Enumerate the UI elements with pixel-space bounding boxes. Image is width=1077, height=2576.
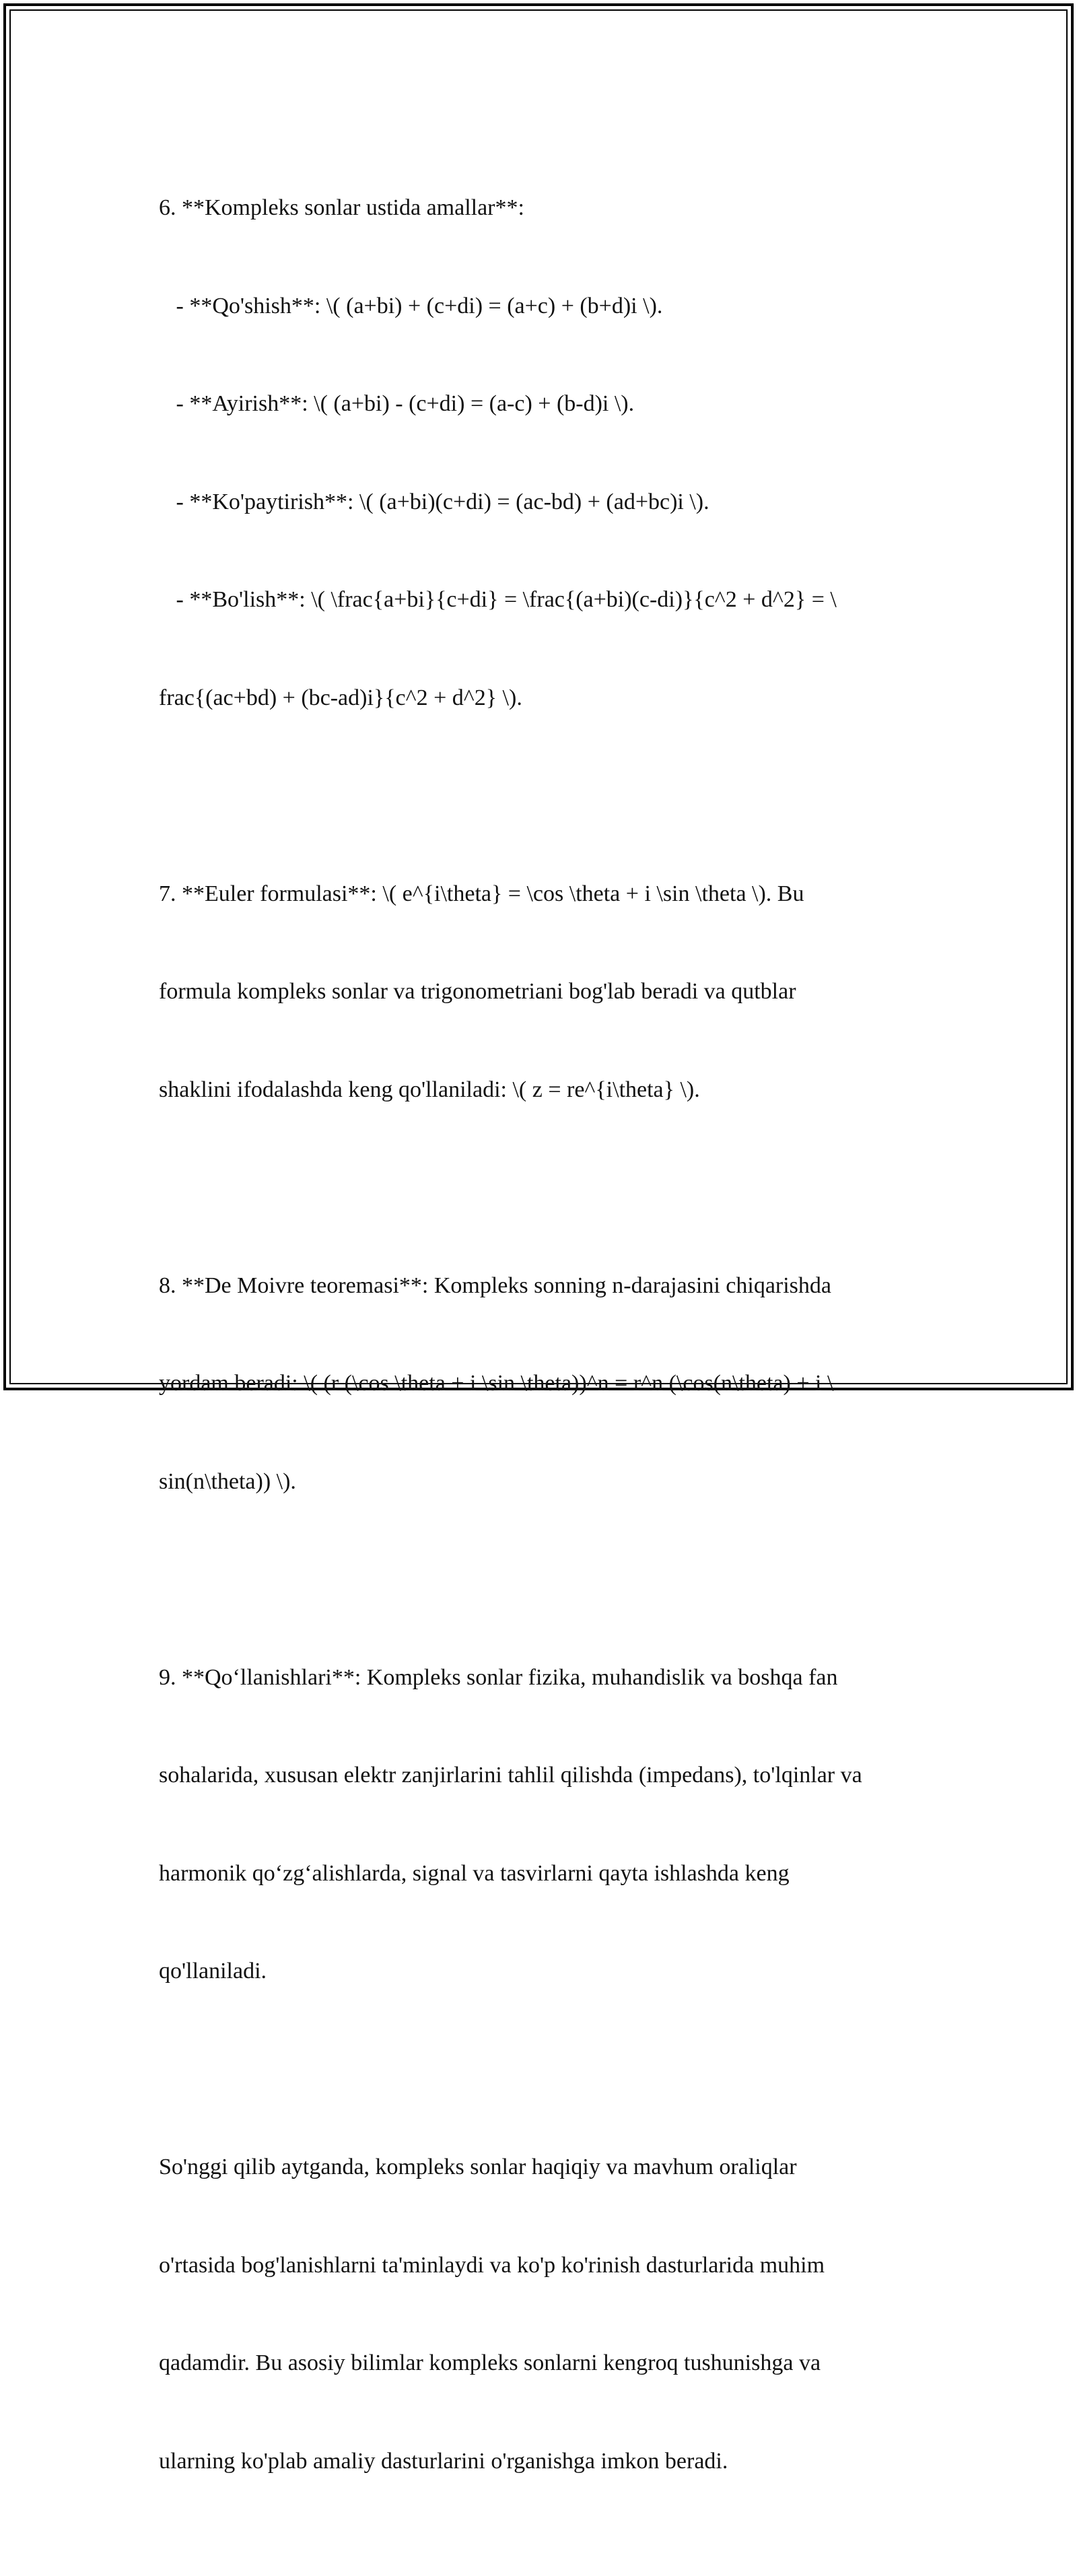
text-line: frac{(ac+bd) + (bc-ad)i}{c^2 + d^2} \). (159, 685, 522, 710)
text-line: shaklini ifodalashda keng qo'llaniladi: \( z = re^{i\theta} \). (159, 1077, 700, 1102)
section-applications (159, 1596, 926, 2054)
text-line: qo'llaniladi. (159, 1959, 267, 1984)
text-line: - **Bo'lish**: \( \frac{a+bi}{c+di} = \frac{(a+bi)(c-di)}{c^2 + d^2} = \ (159, 587, 837, 612)
text-line: harmonik qo‘zg‘alishlarda, signal va tasvirlarni qayta ishlashda keng (159, 1860, 790, 1886)
section-complex-operations (159, 127, 926, 780)
section-euler-formula (159, 813, 926, 1172)
text-line: ularning ko'plab amaliy dasturlarini o'rganishga imkon beradi. (159, 2448, 728, 2474)
text-line: formula kompleks sonlar va trigonometriani bog'lab beradi va qutblar (159, 979, 796, 1004)
text-line: 9. **Qo‘llanishlari**: Kompleks sonlar fizika, muhandislik va boshqa fan (159, 1664, 838, 1690)
section-de-moivre (159, 1205, 926, 1564)
text-line: 8. **De Moivre teoremasi**: Kompleks sonning n-darajasini chiqarishda (159, 1273, 831, 1298)
text-line: sin(n\theta)) \). (159, 1468, 296, 1494)
section-conclusion (159, 2086, 926, 2543)
text-line: - **Ayirish**: \( (a+bi) - (c+di) = (a-c) + (b-d)i \). (159, 391, 635, 416)
text-line: 6. **Kompleks sonlar ustida amallar**: (159, 195, 524, 220)
text-line: So'nggi qilib aytganda, kompleks sonlar haqiqiy va mavhum oraliqlar (159, 2155, 797, 2179)
text-line: qadamdir. Bu asosiy bilimlar kompleks sonlarni kengroq tushunishga va (159, 2350, 821, 2375)
text-line: - **Qo'shish**: \( (a+bi) + (c+di) = (a+c) + (b+d)i \). (159, 293, 663, 318)
text-line: o'rtasida bog'lanishlarni ta'minlaydi va ko'p ko'rinish dasturlarida muhim (159, 2252, 825, 2278)
text-line: yordam beradi: \( (r (\cos \theta + i \sin \theta))^n = r^n (\cos(n\theta) + i \ (159, 1371, 834, 1396)
document-body (159, 127, 926, 2576)
text-line: 7. **Euler formulasi**: \( e^{i\theta} = \cos \theta + i \sin \theta \). Bu (159, 881, 804, 906)
text-line: - **Ko'paytirish**: \( (a+bi)(c+di) = (ac-bd) + (ad+bc)i \). (159, 489, 709, 514)
text-line: sohalarida, xususan elektr zanjirlarini tahlil qilishda (impedans), to'lqinlar va (159, 1763, 862, 1788)
